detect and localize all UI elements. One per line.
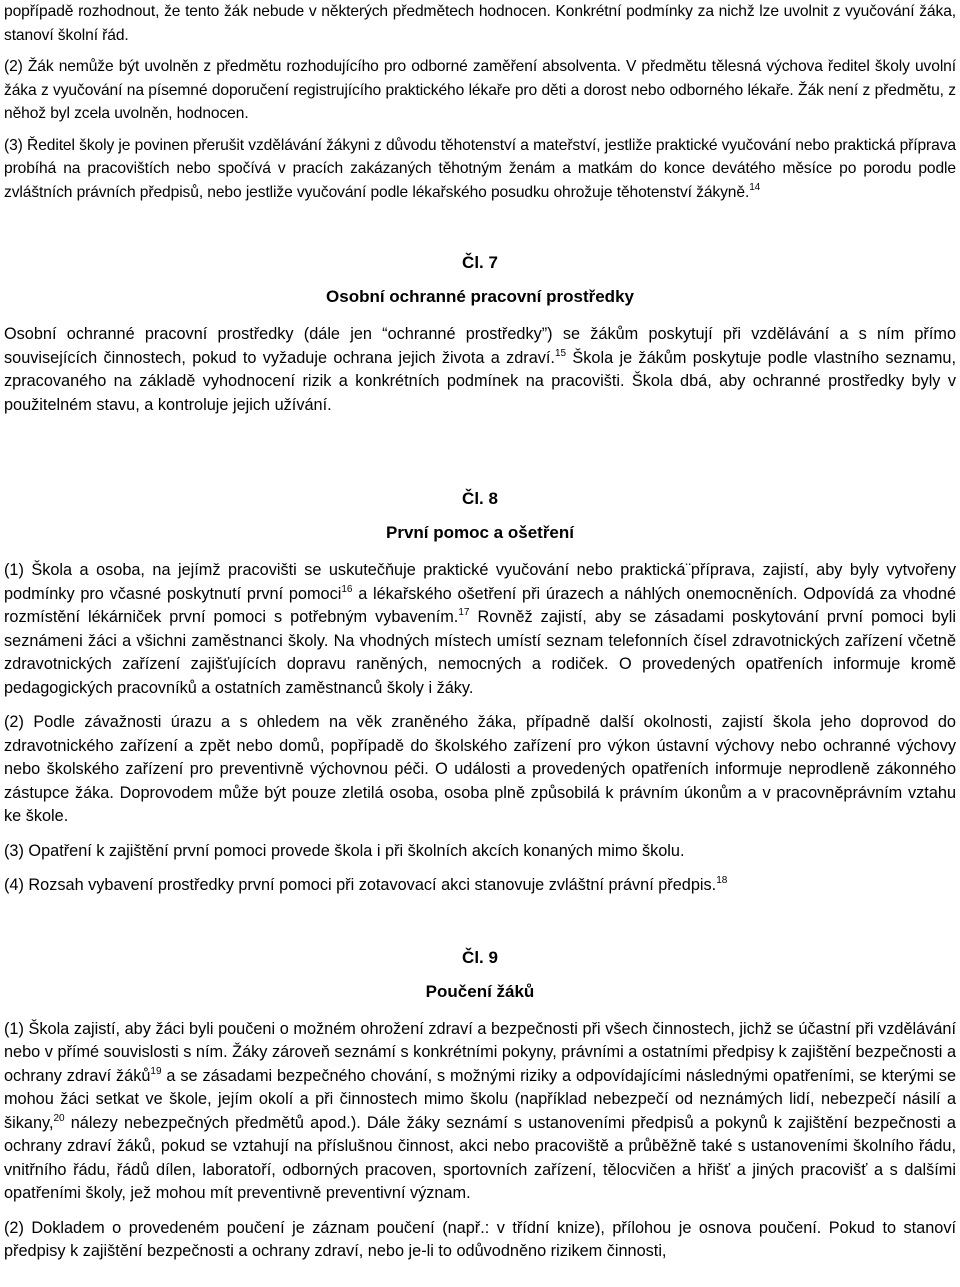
footnote-reference: 14 <box>749 181 761 193</box>
paragraph-text: (4) Rozsah vybavení prostředky první pomoci při zotavovací akci stanovuje zvláštní právní předpis. <box>4 876 717 894</box>
paragraph-text: (2) Žák nemůže být uvolněn z předmětu rozhodujícího pro odborné zaměření absolventa. V předmětu tělesná výchova ředitel školy uvolní žáka z vyučování na písemné doporučení registrujícího praktického lékaře pro děti a dorost nebo odborného lékaře. Žák není z předmětu, z něhož byl zcela uvolněn, hodnocen. <box>4 58 956 122</box>
paragraph-text: (2) Podle závažnosti úrazu a s ohledem na věk zraněného žáka, případně další okolnosti, zajistí škola jeho doprovod do zdravotnického zařízení a zpět nebo domů, popřípadě do školského zařízení pro výkon ústavní výchovy nebo ochranné výchovy nebo školského zařízení pro preventivně výchovnou péči. O události a provedených opatřeních informuje neprodleně zákonného zástupce žáka. Doprovodem může být pouze zletilá osoba, osoba plně způsobilá k právním úkonům a v pracovněprávním vztahu ke škole. <box>4 713 956 825</box>
paragraph-text: a lékařského ošetření při úrazech a náhlých onemocněních. Odpovídá za vhodné rozmístění lékárniček první pomoci s potřebným vybavením. <box>4 584 956 626</box>
paragraph <box>4 1217 956 1264</box>
section-title: Osobní ochranné pracovní prostředky <box>326 287 634 306</box>
footnote-reference: 16 <box>341 583 353 595</box>
paragraph-text: Škola je žákům poskytuje podle vlastního seznamu, zpracovaného na základě vyhodnocení rizik a konkrétních podmínek na pracovišti. Škola dbá, aby ochranné prostředky byly v použitelném stavu, a kontroluje jejich užívání. <box>4 348 957 414</box>
paragraph-text: Osobní ochranné pracovní prostředky (dále jen “ochranné prostředky”) se žákům poskytují při vzdělávání a s ním přímo souvisejících činnostech, pokud to vyžaduje ochrana jejich života a zdraví. <box>4 325 956 367</box>
paragraph-text: (1) Škola a osoba, na jejímž pracovišti se uskutečňuje praktické vyučování nebo praktická¨příprava, zajistí, aby byly vytvořeny podmínky pro včasné poskytnutí první pomoci <box>4 561 956 603</box>
article-number: Čl. 7 <box>462 253 498 272</box>
paragraph <box>4 55 956 126</box>
footnote-reference: 15 <box>554 347 567 359</box>
paragraph <box>4 0 956 47</box>
footnote-reference: 20 <box>53 1112 65 1124</box>
footnote-reference: 17 <box>458 607 470 618</box>
section-title: První pomoc a ošetření <box>386 523 574 542</box>
paragraph <box>4 134 956 205</box>
paragraph-text: (2) Dokladem o provedeném poučení je záznam poučení (např.: v třídní knize), přílohou je osnova poučení. Pokud to stanoví předpisy k zajištění bezpečnosti a ochrany zdraví, nebo je-li to odůvodněno rizikem činnosti, <box>4 1218 956 1260</box>
article-number: Čl. 9 <box>462 947 498 967</box>
paragraph-text: (3) Ředitel školy je povinen přerušit vzdělávání žákyni z důvodu těhotenství a mateřství, jestliže praktické vyučování nebo praktická příprava probíhá na pracovištích nebo spočívá v pracích zakázaných těhotným ženám a matkám do konce devátého měsíce po porodu podle zvláštních právních předpisů, nebo jestliže vyučování podle lékařského posudku ohrožuje těhotenství žákyně. <box>4 136 956 201</box>
paragraph-text: a se zásadami bezpečného chování, s možnými riziky a odpovídajícími následnými opatřeními, se kterými se mohou žáci setkat ve škole, jejím okolí a při činnostech mimo školu (například nebezpečí od neznámých lidí, nebezpečí násilí a šikany, <box>4 1066 956 1132</box>
paragraph <box>4 711 956 829</box>
paragraph-text: Rovněž zajistí, aby se zásadami poskytování první pomoci byli seznámeni žáci a všichni zaměstnanci školy. Na vhodných místech umístí seznam telefonních čísel zdravotnických zařízení včetně zdravotnických zařízení zajišťujících dopravu raněných, nemocných a rodiček. O provedených opatřeních informuje kromě pedagogických pracovníků a ostatních zaměstnanců školy i žáky. <box>4 608 956 697</box>
footnote-reference: 18 <box>716 875 728 886</box>
paragraph-text: (1) Škola zajistí, aby žáci byli poučeni o možném ohrožení zdraví a bezpečnosti při všech činnostech, jichž se účastní při vzdělávání nebo v přímé souvislosti s ním. Žáky zároveň seznámí s konkrétními pokyny, právními a ostatními předpisy k zajištění bezpečnosti a ochrany zdraví žáků <box>4 1019 956 1085</box>
paragraph <box>4 840 956 864</box>
paragraph <box>4 559 956 700</box>
section-title: Poučení žáků <box>425 981 535 1001</box>
paragraph <box>4 874 956 898</box>
paragraph-text: nálezy nebezpečných předmětů apod.). Dále žáky seznámí s ustanoveními předpisů a pokynů k zajištění bezpečnosti a ochrany zdraví žáků, pokud se vztahují na příslušnou činnost, akci nebo pracoviště a průběžně také s ustanoveními školního řádu, vnitřního řádu, řádů dílen, laboratoří, odborných pracoven, sportovních zařízení, tělocvičen a hřišť a jiných pracovišť a s dalšími opatřeními školy, jež mohou mít preventivně preventivní význam. <box>4 1113 956 1202</box>
paragraph <box>4 323 956 417</box>
article-number: Čl. 8 <box>462 489 498 508</box>
paragraph <box>4 1018 956 1206</box>
footnote-reference: 19 <box>150 1065 162 1077</box>
paragraph-text: popřípadě rozhodnout, že tento žák nebude v některých předmětech hodnocen. Konkrétní podmínky za nichž lze uvolnit z vyučování žáka, stanoví školní řád. <box>4 3 956 44</box>
paragraph-text: (3) Opatření k zajištění první pomoci provede škola i při školních akcích konaných mimo školu. <box>4 841 685 860</box>
